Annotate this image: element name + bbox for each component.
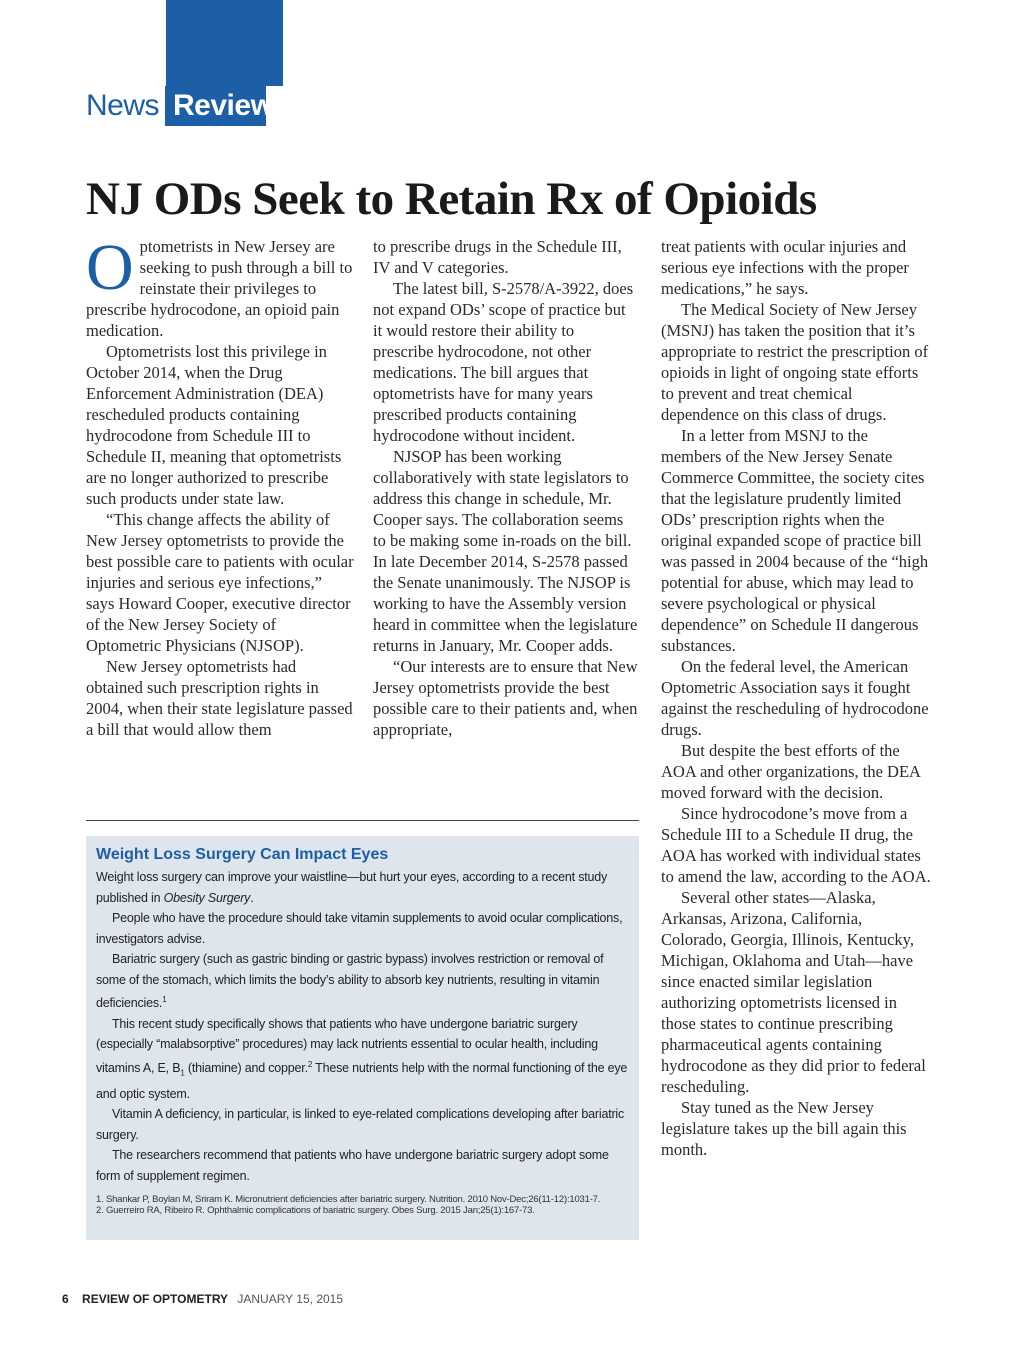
publication-name: REVIEW OF OPTOMETRY bbox=[82, 1292, 229, 1306]
article-paragraph: The Medical Society of New Jersey (MSNJ) has taken the position that it’s appropriate to restrict the prescription of opioids in light of ongoing state efforts to prevent and treat chemical dependence on this class of drugs. bbox=[661, 300, 929, 424]
page-number: 6 bbox=[62, 1292, 69, 1306]
sidebar-paragraph: This recent study specifically shows that patients who have undergone bariatric surgery (especially “malabsorptive” procedures) may lack nutrients essential to ocular health, including vitamins A, E, $B_1$ (thiamine) and copper.$^2$ These nutrients help with the normal functioning of the eye and optic system. bbox=[96, 1016, 628, 1101]
article-paragraph: “This change affects the ability of New Jersey optometrists to provide the best possible care to patients with ocular injuries and serious eye infections,” says Howard Cooper, executive director of the New Jersey Society of Optometric Physicians (NJSOP). bbox=[86, 510, 354, 655]
article-headline: NJ ODs Seek to Retain Rx of Opioids bbox=[86, 173, 817, 225]
sidebar-paragraph: Weight loss surgery can improve your waistline—but hurt your eyes, according to a recent study published in Obesity Surgery. bbox=[96, 870, 608, 905]
section-label-review: Review bbox=[165, 86, 266, 126]
sidebar-paragraph: People who have the procedure should take vitamin supplements to avoid ocular complications, investigators advise. bbox=[96, 911, 623, 946]
article-paragraph: Optometrists in New Jersey are seeking to push through a bill to reinstate their privileges to prescribe hydrocodone, an opioid pain medication. bbox=[86, 231, 353, 340]
article-paragraph: Since hydrocodone’s move from a Schedule III to a Schedule II drug, the AOA has worked with individual states to amend the law, according to the AOA. bbox=[661, 804, 931, 886]
section-header bbox=[86, 86, 274, 126]
article-column-1 bbox=[86, 231, 354, 740]
sidebar-paragraph: Vitamin A deficiency, in particular, is linked to eye-related complications developing after bariatric surgery. bbox=[96, 1107, 625, 1142]
reference-item: 1. Shankar P, Boylan M, Sriram K. Micronutrient deficiencies after bariatric surgery. Nutrition. 2010 Nov-Dec;26(11-12):1031-7. bbox=[96, 1194, 601, 1206]
sidebar-paragraph: Bariatric surgery (such as gastric binding or gastric bypass) involves restriction or removal of some of the stomach, which limits the body’s ability to absorb key nutrients, resulting in vitamin deficiencies.$^1$ bbox=[96, 952, 604, 1011]
article-paragraph: On the federal level, the American Optometric Association says it fought against the rescheduling of hydrocodone drugs. bbox=[661, 657, 929, 739]
sidebar-paragraph: The researchers recommend that patients who have undergone bariatric surgery adopt some form of supplement regimen. bbox=[96, 1148, 609, 1183]
issue-date: JANUARY 15, 2015 bbox=[237, 1292, 344, 1306]
footnote-marker: 1 bbox=[162, 995, 167, 1004]
footnote-marker: 2 bbox=[307, 1059, 313, 1069]
reference-item: 2. Guerreiro RA, Ribeiro R. Ophthalmic complications of bariatric surgery. Obes Surg. 2015 Jan;25(1):167-73. bbox=[96, 1205, 535, 1217]
journal-name: Obesity Surgery bbox=[163, 890, 251, 905]
article-paragraph: treat patients with ocular injuries and serious eye infections with the proper medications,” he says. bbox=[661, 237, 909, 298]
drop-cap: O bbox=[86, 231, 134, 304]
article-paragraph: New Jersey optometrists had obtained such prescription rights in 2004, when their state legislature passed a bill that would allow them bbox=[86, 657, 353, 739]
article-paragraph: But despite the best efforts of the AOA and other organizations, the DEA moved forward with the decision. bbox=[661, 741, 921, 802]
sidebar-box bbox=[86, 836, 639, 1240]
sidebar-title: Weight Loss Surgery Can Impact Eyes bbox=[96, 846, 389, 863]
article-column-2 bbox=[373, 236, 638, 740]
article-paragraph: “Our interests are to ensure that New Jersey optometrists provide the best possible care to their patients and, when appropriate, bbox=[373, 657, 638, 739]
article-paragraph: In a letter from MSNJ to the members of the New Jersey Senate Commerce Committee, the society cites that the legislature prudently limited ODs’ prescription rights when the original expanded scope of practice bill was passed in 2004 because of the “high potential for abuse, which may lead to severe psychological or physical dependence” on Schedule II dangerous substances. bbox=[661, 426, 929, 655]
article-column-3 bbox=[661, 236, 931, 1160]
page-footer bbox=[62, 1292, 343, 1306]
section-label-news: News bbox=[86, 89, 160, 122]
sidebar-divider bbox=[86, 820, 639, 821]
references bbox=[96, 1194, 629, 1216]
header-color-block bbox=[166, 0, 283, 86]
article-paragraph: Several other states—Alaska, Arkansas, Arizona, California, Colorado, Georgia, Illinois, Kentucky, Michigan, Oklahoma and Utah—have since enacted similar legislation authorizing optometrists licensed in those states to continue prescribing pharmaceutical agents containing hydrocodone as they did prior to federal rescheduling. bbox=[661, 888, 926, 1096]
article-paragraph: Stay tuned as the New Jersey legislature takes up the bill again this month. bbox=[661, 1098, 907, 1159]
article-paragraph: The latest bill, S-2578/A-3922, does not expand ODs’ scope of practice but it would restore their ability to prescribe hydrocodone, not other medications. The bill argues that optometrists have for many years prescribed products containing hydrocodone without incident. bbox=[373, 279, 634, 445]
article-paragraph: Optometrists lost this privilege in October 2014, when the Drug Enforcement Administration (DEA) rescheduled products containing hydrocodone from Schedule III to Schedule II, meaning that optometrists are no longer authorized to prescribe such products under state law. bbox=[86, 342, 342, 508]
article-paragraph: to prescribe drugs in the Schedule III, IV and V categories. bbox=[373, 237, 622, 277]
article-paragraph: NJSOP has been working collaboratively with state legislators to address this change in schedule, Mr. Cooper says. The collaboration seems to be making some in-roads on the bill. In late December 2014, S-2578 passed the Senate unanimously. The NJSOP is working to have the Assembly version heard in committee when the legislature returns in January, Mr. Cooper adds. bbox=[373, 447, 638, 655]
